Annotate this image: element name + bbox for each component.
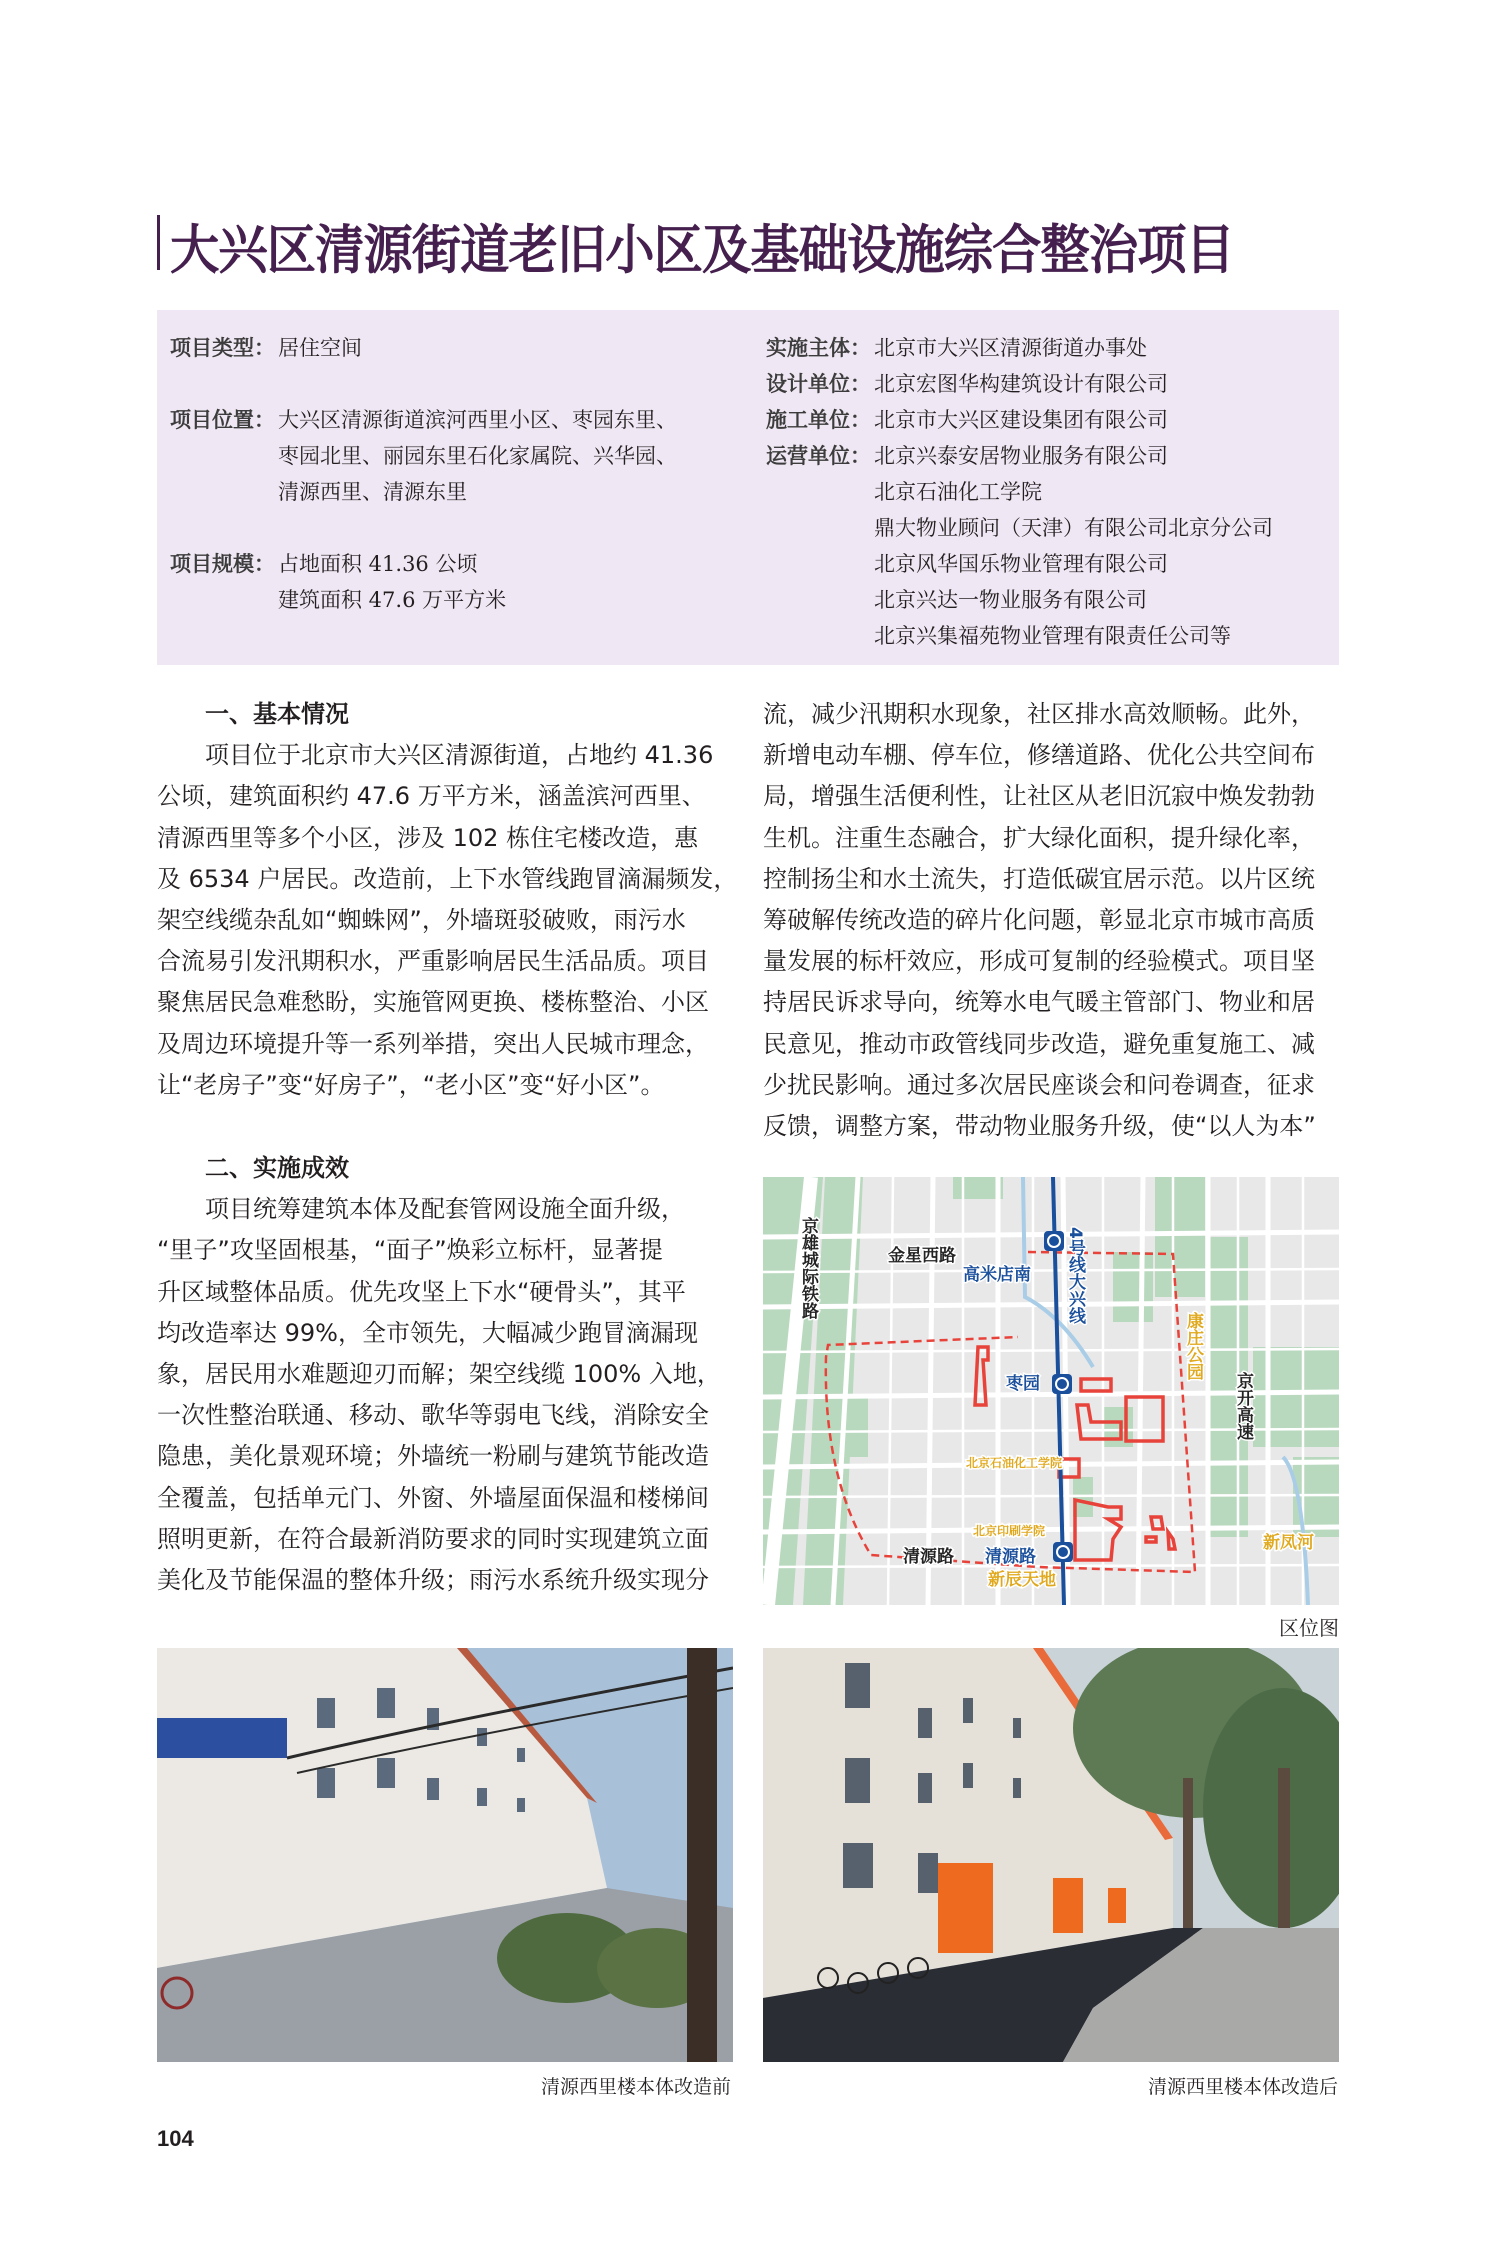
info-project-type [170, 330, 677, 366]
page-number: 104 [157, 2126, 194, 2151]
svg-text:新辰天地: 新辰天地 [988, 1570, 1056, 1590]
section-heading: 二、实施成效 [205, 1154, 349, 1182]
text-line: 反馈，调整方案，带动物业服务升级，使“以人为本” [763, 1112, 1316, 1141]
svg-text:枣园: 枣园 [1006, 1374, 1040, 1394]
info-label: 施工单位： [766, 408, 871, 432]
info-value: 北京市大兴区清源街道办事处 [874, 336, 1147, 360]
page-title: 大兴区清源街道老旧小区及基础设施综合整治项目 [170, 220, 1234, 281]
svg-text:4号线大兴线: 4号线大兴线 [1065, 1227, 1085, 1324]
svg-text:清源路: 清源路 [903, 1547, 954, 1567]
info-value: 北京兴泰安居物业服务有限公司 [874, 444, 1168, 468]
info-value: 北京石油化工学院 [874, 480, 1042, 504]
text-line: 及周边环境提升等一系列举措，突出人民城市理念， [157, 1029, 709, 1058]
info-label: 运营单位： [766, 444, 871, 468]
info-label: 项目类型： [170, 336, 275, 360]
text-line: 一次性整治联通、移动、歌华等弱电飞线，消除安全 [157, 1401, 709, 1430]
photo-caption-before: 清源西里楼本体改造前 [540, 2076, 731, 2098]
paragraph [157, 1189, 731, 1601]
text-line: 新增电动车棚、停车位，修缮道路、优化公共空间布 [763, 741, 1315, 770]
info-value: 建筑面积 47.6 万平方米 [278, 588, 507, 612]
text-line: “里子”攻坚固根基，“面子”焕彩立标杆，显著提 [157, 1236, 663, 1265]
info-value: 居住空间 [278, 336, 362, 360]
text-line: 持居民诉求导向，统筹水电气暖主管部门、物业和居 [763, 988, 1315, 1017]
photo-before-renovation [157, 1648, 733, 2062]
info-value: 北京宏图华构建筑设计有限公司 [874, 372, 1168, 396]
svg-text:北京石油化工学院: 北京石油化工学院 [966, 1456, 1063, 1470]
project-info-box [157, 310, 1339, 665]
info-label: 项目位置： [170, 408, 275, 432]
info-constructor [766, 402, 1273, 438]
info-label: 实施主体： [766, 336, 871, 360]
location-map [763, 1177, 1339, 1605]
text-line: 照明更新，在符合最新消防要求的同时实现建筑立面 [157, 1524, 709, 1553]
info-project-location [170, 402, 677, 510]
info-label: 项目规模： [170, 552, 275, 576]
info-left-column [170, 330, 677, 618]
section-basic [157, 694, 738, 1106]
svg-text:康庄公园: 康庄公园 [1183, 1312, 1203, 1380]
section-results [157, 1148, 731, 1601]
paragraph [157, 735, 738, 1106]
info-value: 占地面积 41.36 公顷 [278, 552, 478, 576]
text-line: 隐患，美化景观环境；外墙统一粉刷与建筑节能改造 [157, 1442, 709, 1471]
info-value: 北京兴达一物业服务有限公司 [874, 588, 1147, 612]
text-line: 美化及节能保温的整体升级；雨污水系统升级实现分 [157, 1566, 709, 1595]
svg-text:高米店南: 高米店南 [963, 1265, 1031, 1285]
text-line: 局，增强生活便利性，让社区从老旧沉寂中焕发勃勃 [763, 782, 1315, 811]
svg-text:京开高速: 京开高速 [1233, 1372, 1253, 1440]
text-line: 让“老房子”变“好房子”，“老小区”变“好小区”。 [157, 1070, 665, 1099]
text-line: 民意见，推动市政管线同步改造，避免重复施工、减 [763, 1029, 1315, 1058]
text-line: 少扰民影响。通过多次居民座谈会和问卷调查，征求 [763, 1070, 1315, 1099]
info-value: 清源西里、清源东里 [278, 480, 467, 504]
text-line: 聚焦居民急难愁盼，实施管网更换、楼栋整治、小区 [157, 988, 709, 1017]
text-line: 升区域整体品质。优先攻坚上下水“硬骨头”，其平 [157, 1277, 686, 1306]
text-line: 控制扬尘和水土流失，打造低碳宜居示范。以片区统 [763, 864, 1315, 893]
text-line: 项目位于北京市大兴区清源街道，占地约 41.36 [205, 741, 714, 770]
info-implementer [766, 330, 1273, 366]
info-value: 大兴区清源街道滨河西里小区、枣园东里、 [278, 408, 677, 432]
map-caption: 区位图 [1279, 1616, 1339, 1640]
text-line: 全覆盖，包括单元门、外窗、外墙屋面保温和楼梯间 [157, 1483, 709, 1512]
text-line: 清源西里等多个小区，涉及 102 栋住宅楼改造，惠 [157, 823, 699, 852]
info-operators [766, 438, 1273, 654]
photo-caption-after: 清源西里楼本体改造后 [1147, 2076, 1338, 2098]
text-line: 量发展的标杆效应，形成可复制的经验模式。项目坚 [763, 947, 1315, 976]
info-label: 设计单位： [766, 372, 871, 396]
text-line: 生机。注重生态融合，扩大绿化面积，提升绿化率， [763, 823, 1315, 852]
text-line: 及 6534 户居民。改造前，上下水管线跑冒滴漏频发， [157, 864, 738, 893]
text-line: 均改造率达 99%，全市领先，大幅减少跑冒滴漏现 [157, 1318, 698, 1347]
info-value: 北京市大兴区建设集团有限公司 [874, 408, 1168, 432]
text-line: 象，居民用水难题迎刃而解；架空线缆 100% 入地， [157, 1360, 721, 1389]
title-accent-bar [157, 215, 160, 270]
info-value: 枣园北里、丽园东里石化家属院、兴华园、 [278, 444, 677, 468]
svg-text:北京印刷学院: 北京印刷学院 [973, 1524, 1046, 1538]
text-line: 架空线缆杂乱如“蜘蛛网”，外墙斑驳破败，雨污水 [157, 906, 686, 935]
text-line: 筹破解传统改造的碎片化问题，彰显北京市城市高质 [763, 906, 1315, 935]
info-designer [766, 366, 1273, 402]
info-value: 北京风华国乐物业管理有限公司 [874, 552, 1168, 576]
svg-text:京雄城际铁路: 京雄城际铁路 [798, 1217, 818, 1319]
photo-after-renovation [763, 1648, 1339, 2062]
svg-text:清源路: 清源路 [985, 1547, 1036, 1567]
section-heading: 一、基本情况 [205, 700, 349, 728]
section-results-continued [763, 694, 1339, 1147]
svg-text:金星西路: 金星西路 [888, 1246, 956, 1266]
info-right-column [766, 330, 1273, 654]
text-line: 合流易引发汛期积水，严重影响居民生活品质。项目 [157, 947, 709, 976]
text-line: 公顷，建筑面积约 47.6 万平方米，涵盖滨河西里、 [157, 782, 706, 811]
info-project-scale [170, 546, 677, 618]
info-value: 北京兴集福苑物业管理有限责任公司等 [874, 624, 1231, 648]
svg-text:新凤河: 新凤河 [1263, 1533, 1314, 1553]
text-line: 项目统筹建筑本体及配套管网设施全面升级， [205, 1195, 685, 1224]
text-line: 流，减少汛期积水现象，社区排水高效顺畅。此外， [763, 700, 1315, 728]
info-value: 鼎大物业顾问（天津）有限公司北京分公司 [874, 516, 1273, 540]
